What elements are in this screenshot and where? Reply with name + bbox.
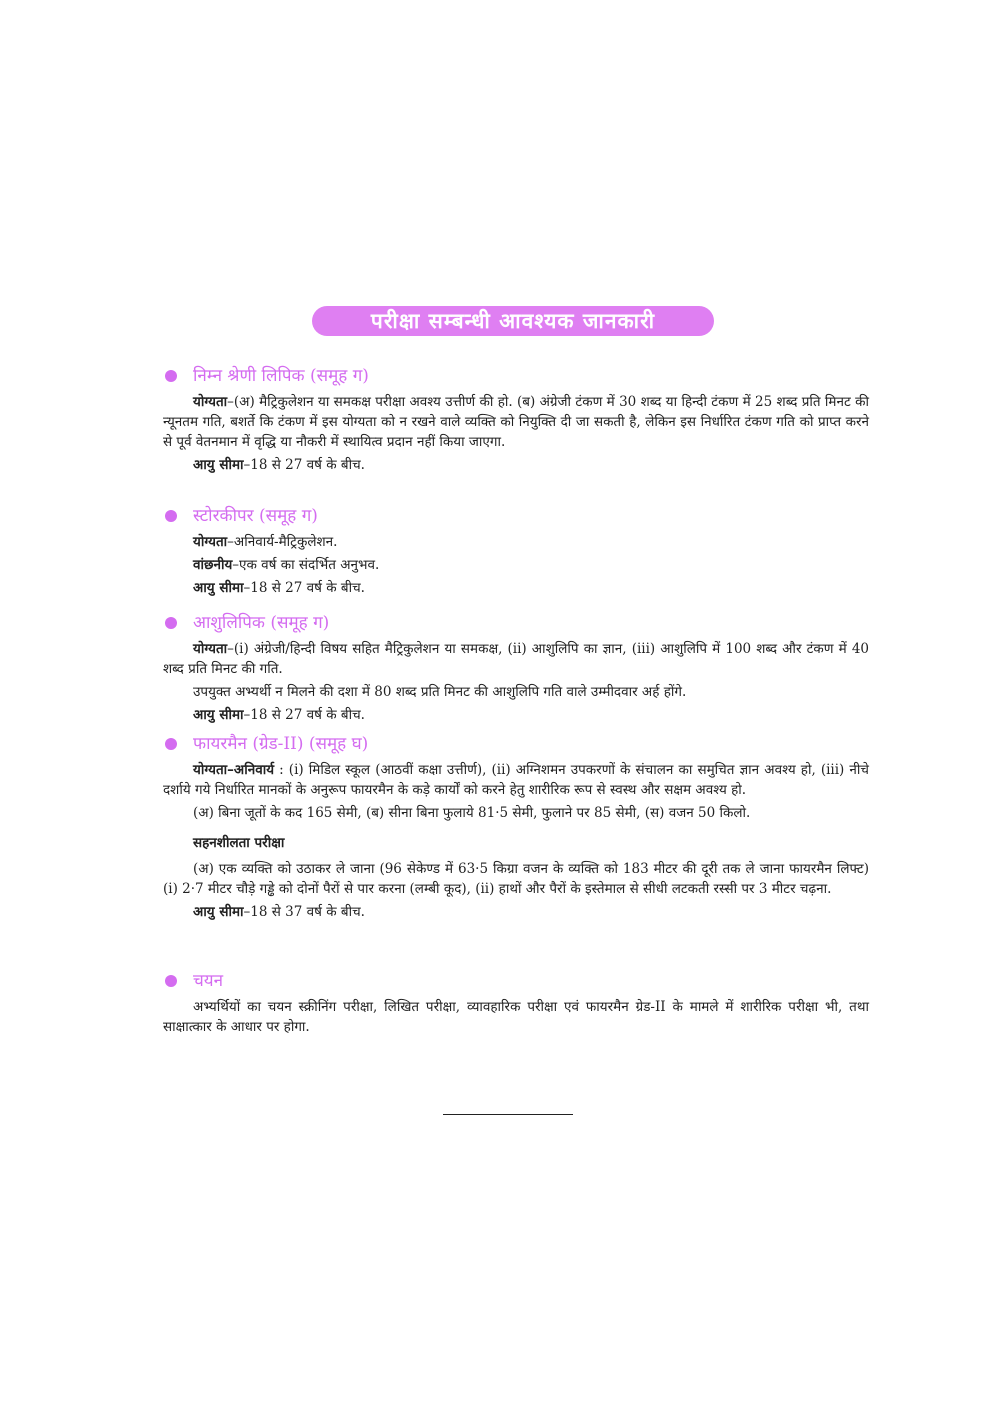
heading-text: स्टोरकीपर (समूह ग) xyxy=(193,506,318,526)
heading-text: फायरमैन (ग्रेड-II) (समूह घ) xyxy=(193,734,369,754)
para-text: –एक वर्ष का संदर्भित अनुभव. xyxy=(232,557,380,573)
paragraph xyxy=(163,532,869,552)
section-selection xyxy=(163,969,869,1037)
paragraph xyxy=(163,639,869,679)
paragraph xyxy=(163,760,869,800)
subheading-endurance-test: सहनशीलता परीक्षा xyxy=(193,835,285,851)
section-heading xyxy=(163,364,869,388)
bullet-icon xyxy=(165,510,177,522)
section-heading xyxy=(163,732,869,756)
paragraph xyxy=(163,705,869,725)
paragraph xyxy=(163,859,869,899)
para-text: अभ्यर्थियों का चयन स्क्रीनिंग परीक्षा, लिखित परीक्षा, व्यावहारिक परीक्षा एवं फायरमैन ग्रेड-II के मामले में शारीरिक परीक्षा भी, तथा साक्षात्कार के आधार पर होगा. xyxy=(163,999,869,1035)
paragraph xyxy=(163,578,869,598)
end-divider xyxy=(443,1114,573,1115)
para-label: योग्यता–अनिवार्य xyxy=(193,762,275,778)
para-label: आयु सीमा xyxy=(193,580,244,596)
bullet-icon xyxy=(165,370,177,382)
para-label: योग्यता xyxy=(193,641,228,657)
para-text: –18 से 27 वर्ष के बीच. xyxy=(243,707,365,723)
para-text: उपयुक्त अभ्यर्थी न मिलने की दशा में 80 शब्द प्रति मिनट की आशुलिपि गति वाले उम्मीदवार अर्ह होंगे. xyxy=(193,684,687,700)
para-text: –(अ) मैट्रिकुलेशन या समकक्ष परीक्षा अवश्य उत्तीर्ण की हो. (ब) अंग्रेजी टंकण में 30 शब्द या हिन्दी टंकण में 25 शब्द प्रति मिनट की न्यूनतम गति, बशर्ते कि टंकण में इस योग्यता को न रखने वाले व्यक्ति को नियुक्ति दी जा सकती है, लेकिन इस निर्धारित टंकण गति को प्राप्त करने से पूर्व वेतनमान में वृद्धि या नौकरी में स्थायित्व प्रदान नहीं किया जाएगा. xyxy=(163,394,869,450)
para-label: वांछनीय xyxy=(193,557,233,573)
para-label: योग्यता xyxy=(193,394,228,410)
section-heading xyxy=(163,504,869,528)
page-title: परीक्षा सम्बन्धी आवश्यक जानकारी xyxy=(312,306,714,336)
para-text: (अ) एक व्यक्ति को उठाकर ले जाना (96 सेकेण्ड में 63·5 किग्रा वजन के व्यक्ति को 183 मीटर की दूरी तक ले जाना फायरमैन लिफ्ट) (i) 2·7 मीटर चौड़े गड्ढे को दोनों पैरों से पार करना (लम्बी कूद), (ii) हाथों और पैरों के इस्तेमाल से सीधी लटकती रस्सी पर 3 मीटर चढ़ना. xyxy=(163,861,869,897)
section-stenographer xyxy=(163,611,869,725)
para-text: –18 से 27 वर्ष के बीच. xyxy=(243,580,365,596)
heading-text: निम्न श्रेणी लिपिक (समूह ग) xyxy=(193,366,369,386)
paragraph xyxy=(163,682,869,702)
section-fireman xyxy=(163,732,869,922)
para-text: –18 से 37 वर्ष के बीच. xyxy=(243,904,365,920)
para-text: –(i) अंग्रेजी/हिन्दी विषय सहित मैट्रिकुलेशन या समकक्ष, (ii) आशुलिपि का ज्ञान, (iii) आशुलिपि में 100 शब्द और टंकण में 40 शब्द प्रति मिनट की गति. xyxy=(163,641,869,677)
para-label: आयु सीमा xyxy=(193,904,244,920)
heading-text: आशुलिपिक (समूह ग) xyxy=(193,613,330,633)
section-heading xyxy=(163,611,869,635)
bullet-icon xyxy=(165,975,177,987)
paragraph xyxy=(163,902,869,922)
para-text: –अनिवार्य-मैट्रिकुलेशन. xyxy=(227,534,338,550)
para-label: आयु सीमा xyxy=(193,707,244,723)
para-label: योग्यता xyxy=(193,534,228,550)
para-text: : (i) मिडिल स्कूल (आठवीं कक्षा उत्तीर्ण), (ii) अग्निशमन उपकरणों के संचालन का समुचित ज्ञान अवश्य हो, (iii) नीचे दर्शाये गये निर्धारित मानकों के अनुरूप फायरमैन के कड़े कार्यों को करने हेतु शारीरिक रूप से स्वस्थ और सक्षम अवश्य हो. xyxy=(163,762,869,798)
paragraph xyxy=(163,555,869,575)
para-text: (अ) बिना जूतों के कद 165 सेमी, (ब) सीना बिना फुलाये 81·5 सेमी, फुलाने पर 85 सेमी, (स) वजन 50 किलो. xyxy=(193,805,751,821)
paragraph xyxy=(163,803,869,823)
paragraph xyxy=(163,392,869,452)
bullet-icon xyxy=(165,617,177,629)
para-label: आयु सीमा xyxy=(193,457,244,473)
paragraph xyxy=(163,997,869,1037)
bullet-icon xyxy=(165,738,177,750)
heading-text: चयन xyxy=(193,971,224,991)
section-storekeeper xyxy=(163,504,869,598)
section-lower-division-clerk xyxy=(163,364,869,475)
para-text: –18 से 27 वर्ष के बीच. xyxy=(243,457,365,473)
section-heading xyxy=(163,969,869,993)
paragraph xyxy=(163,455,869,475)
